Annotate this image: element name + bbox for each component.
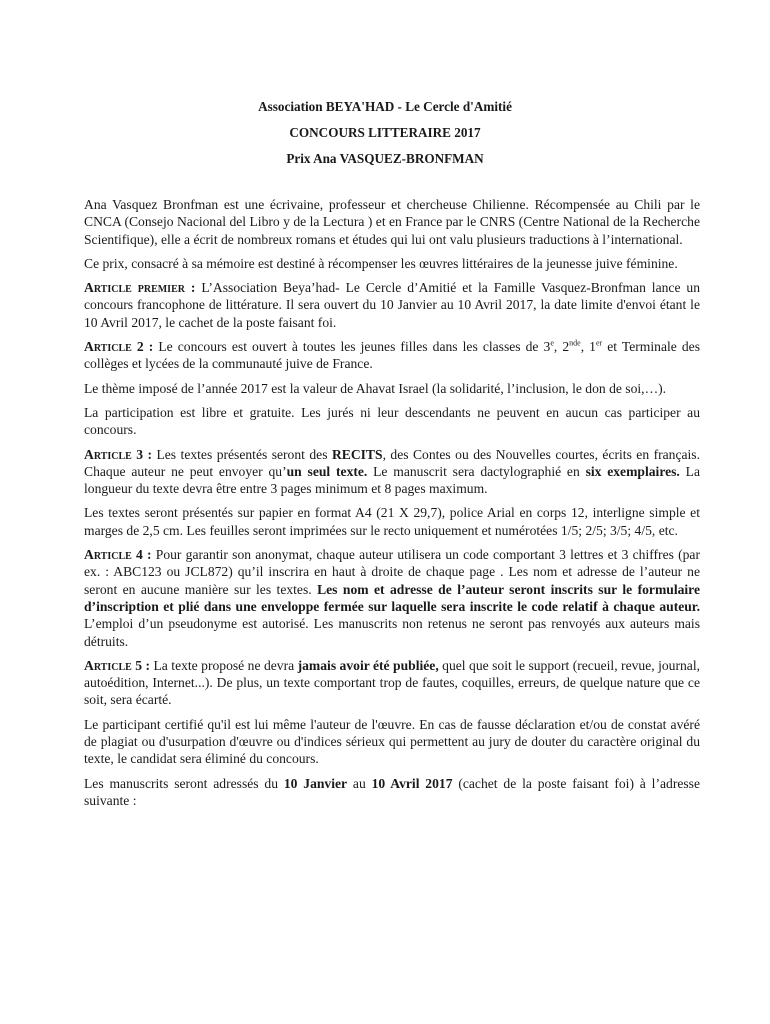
format-paragraph: Les textes seront présentés sur papier en format A4 (21 X 29,7), police Arial en corps 12, interligne simple et marges de 2,5 cm. Les feuilles seront imprimées sur le recto uniquement et numérotées 1/5; 2/5; 3/5; 4/5, etc.: [84, 505, 700, 538]
contest-title: CONCOURS LITTERAIRE 2017: [289, 125, 481, 140]
article-label: Article 4 :: [84, 547, 152, 563]
intro-paragraph-2: Ce prix, consacré à sa mémoire est destiné à récompenser les œuvres littéraires de la jeunesse juive féminine.: [84, 255, 678, 271]
article-3: [84, 446, 700, 498]
article-text: , 1: [580, 339, 596, 355]
article-text: , 2: [553, 339, 570, 355]
bold-text: RECITS: [331, 446, 383, 462]
superscript: nde: [569, 338, 581, 348]
originality-paragraph: Le participant certifié qu'il est lui même l'auteur de l'œuvre. En cas de fausse déclaration et/ou de constat avéré de plagiat ou d'usurpation d'œuvre ou d'indices sérieux qui permettent au jury de douter du caractère original du texte, le candidat sera éliminé du concours.: [84, 716, 700, 767]
article-text: et Terminale des collèges et lycées de la communauté juive de France.: [84, 339, 700, 372]
participation-paragraph: La participation est libre et gratuite. Les jurés ni leur descendants ne peuvent en aucun cas participer au concours.: [84, 404, 700, 438]
bold-text: 10 Avril 2017: [371, 775, 453, 791]
article-text: Pour garantir son anonymat, chaque auteur utilisera un code comportant 3 lettres et 3 chiffres (par ex. : ABC123 ou JCL872) qu’il inscrira en haut à droite de chaque page . Les nom et adresse de l’auteur ne seront en aucune manière sur les textes.: [84, 547, 700, 597]
article-1: [84, 279, 700, 331]
article-text: L’Association Beya’had- Le Cercle d’Amitié et la Famille Vasquez-Bronfman lance un concours francophone de littérature. Il sera ouvert du 10 Janvier au 10 Avril 2017, la date limite d'envoi étant le 10 Avril 2017, le cachet de la poste faisant foi.: [84, 280, 701, 330]
article-4: [84, 546, 700, 650]
bold-text: 10 Janvier: [283, 775, 348, 791]
association-title: Association BEYA'HAD - Le Cercle d'Amitié: [258, 99, 512, 114]
bold-text: jamais avoir été publiée,: [297, 657, 439, 673]
superscript: er: [595, 338, 603, 348]
article-text: La texte proposé ne devra: [150, 657, 298, 673]
article-label: Article premier :: [84, 280, 196, 296]
intro-paragraph: Ana Vasquez Bronfman est une écrivaine, professeur et chercheuse Chilienne. Récompensée au Chili par le CNCA (Consejo Nacional del Libro y de la Lectura ) et en France par le CNRS (Centre National de la Recherche Scientifique), elle a écrit de nombreux romans et études qui lui ont valu plusieurs traductions à l’international.: [84, 197, 700, 247]
document-header: [0, 94, 770, 172]
article-label: Article 5 :: [84, 657, 151, 673]
article-text: quel que soit le support (recueil, revue, journal, autoédition, Internet...). De plus, un texte comportant trop de fautes, coquilles, erreurs, de quelque nature que ce soit, sera écarté.: [84, 657, 701, 708]
article-label: Article 3 :: [84, 446, 153, 462]
bold-text: six exemplaires.: [585, 463, 680, 479]
superscript: e: [550, 338, 554, 348]
bold-text: Les nom et adresse de l’auteur seront inscrits sur le formulaire d’inscription et plié dans une enveloppe fermée sur laquelle sera inscrite le code relatif à chaque auteur.: [84, 581, 700, 614]
theme-paragraph: Le thème imposé de l’année 2017 est la valeur de Ahavat Israel (la solidarité, l’inclusion, le don de soi,…).: [84, 380, 667, 396]
article-2: [84, 338, 700, 373]
article-text: La longueur du texte devra être entre 3 pages minimum et 8 pages maximum.: [84, 463, 700, 497]
article-text: , des Contes ou des Nouvelles courtes, écrits en français. Chaque auteur ne peut envoyer qu’: [84, 446, 700, 479]
article-label: Article 2 :: [84, 339, 154, 355]
document-body: [84, 196, 700, 816]
submission-paragraph: [84, 775, 700, 810]
article-5: [84, 657, 700, 709]
bold-text: un seul texte.: [286, 463, 368, 479]
article-text: Le manuscrit sera dactylographié en: [367, 463, 586, 479]
article-text: Les textes présentés seront des: [152, 446, 332, 462]
article-text: L’emploi d’un pseudonyme est autorisé. Les manuscrits non retenus ne seront pas renvoyés aux auteurs mais détruits.: [84, 616, 700, 649]
article-text: Le concours est ouvert à toutes les jeunes filles dans les classes de 3: [153, 339, 551, 355]
paragraph-text: au: [347, 775, 372, 791]
paragraph-text: Les manuscrits seront adressés du: [84, 775, 284, 791]
paragraph-text: (cachet de la poste faisant foi) à l’adresse suivante :: [84, 775, 700, 808]
prize-title: Prix Ana VASQUEZ-BRONFMAN: [286, 151, 484, 166]
